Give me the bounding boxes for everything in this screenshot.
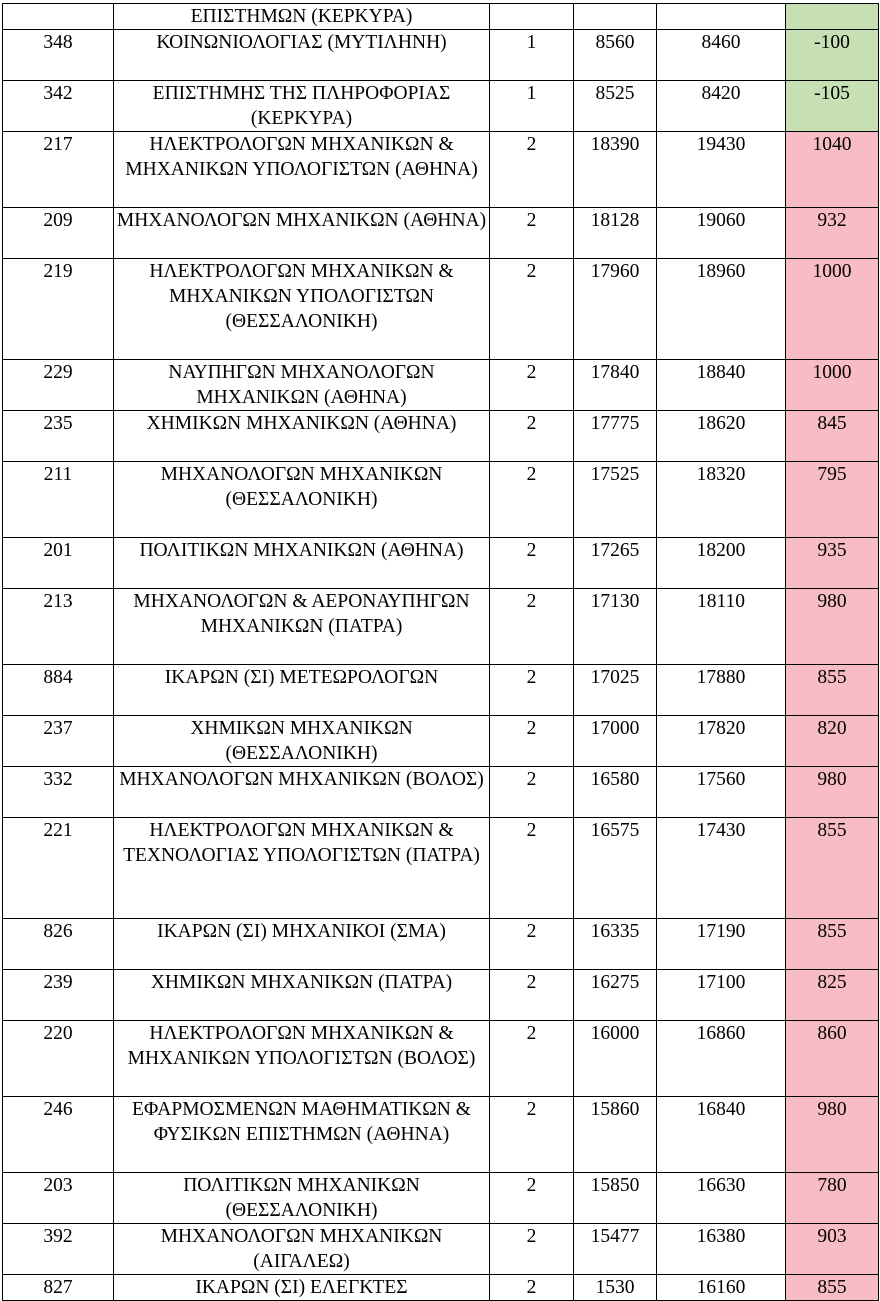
department-name-cell: ΝΑΥΠΗΓΩΝ ΜΗΧΑΝΟΛΟΓΩΝ ΜΗΧΑΝΙΚΩΝ (ΑΘΗΝΑ) (114, 360, 490, 411)
table-row (3, 1224, 879, 1275)
program-code-cell: 209 (3, 208, 114, 259)
program-code-cell: 219 (3, 259, 114, 360)
score-cell: 19060 (657, 208, 786, 259)
department-name-cell: ΜΗΧΑΝΟΛΟΓΩΝ ΜΗΧΑΝΙΚΩΝ (ΑΙΓΑΛΕΩ) (114, 1224, 490, 1275)
table-row (3, 970, 879, 1021)
field-cell: 2 (490, 360, 574, 411)
program-code-cell: 239 (3, 970, 114, 1021)
base-score-cell: 15850 (574, 1173, 657, 1224)
department-name-cell: ΕΦΑΡΜΟΣΜΕΝΩΝ ΜΑΘΗΜΑΤΙΚΩΝ & ΦΥΣΙΚΩΝ ΕΠΙΣΤΗΜΩΝ (ΑΘΗΝΑ) (114, 1097, 490, 1173)
field-cell: 2 (490, 665, 574, 716)
field-cell: 2 (490, 818, 574, 919)
score-cell: 8420 (657, 81, 786, 132)
department-name-cell: ΗΛΕΚΤΡΟΛΟΓΩΝ ΜΗΧΑΝΙΚΩΝ & ΜΗΧΑΝΙΚΩΝ ΥΠΟΛΟΓΙΣΤΩΝ (ΘΕΣΣΑΛΟΝΙΚΗ) (114, 259, 490, 360)
field-cell: 2 (490, 1021, 574, 1097)
score-cell: 18200 (657, 538, 786, 589)
field-cell: 2 (490, 589, 574, 665)
department-name-cell: ΠΟΛΙΤΙΚΩΝ ΜΗΧΑΝΙΚΩΝ (ΑΘΗΝΑ) (114, 538, 490, 589)
score-cell: 18320 (657, 462, 786, 538)
score-cell: 8460 (657, 30, 786, 81)
field-cell: 2 (490, 1097, 574, 1173)
program-code-cell: 826 (3, 919, 114, 970)
base-score-cell: 17025 (574, 665, 657, 716)
table-body (3, 4, 879, 1301)
program-code-cell: 246 (3, 1097, 114, 1173)
program-code-cell: 221 (3, 818, 114, 919)
program-code-cell: 348 (3, 30, 114, 81)
difference-cell (786, 4, 879, 30)
table-row (3, 538, 879, 589)
difference-cell: 1000 (786, 259, 879, 360)
program-code-cell (3, 4, 114, 30)
score-cell: 18620 (657, 411, 786, 462)
department-name-cell: ΕΠΙΣΤΗΜΩΝ (ΚΕΡΚΥΡΑ) (114, 4, 490, 30)
table-row (3, 360, 879, 411)
difference-cell: -100 (786, 30, 879, 81)
base-score-cell: 17775 (574, 411, 657, 462)
table-row (3, 208, 879, 259)
program-code-cell: 342 (3, 81, 114, 132)
field-cell: 2 (490, 411, 574, 462)
score-cell: 16160 (657, 1275, 786, 1301)
base-score-cell: 16275 (574, 970, 657, 1021)
base-score-cell: 17265 (574, 538, 657, 589)
program-code-cell: 392 (3, 1224, 114, 1275)
score-cell: 17560 (657, 767, 786, 818)
department-name-cell: ΜΗΧΑΝΟΛΟΓΩΝ ΜΗΧΑΝΙΚΩΝ (ΘΕΣΣΑΛΟΝΙΚΗ) (114, 462, 490, 538)
department-name-cell: ΗΛΕΚΤΡΟΛΟΓΩΝ ΜΗΧΑΝΙΚΩΝ & ΜΗΧΑΝΙΚΩΝ ΥΠΟΛΟΓΙΣΤΩΝ (ΑΘΗΝΑ) (114, 132, 490, 208)
difference-cell: 860 (786, 1021, 879, 1097)
difference-cell: 855 (786, 1275, 879, 1301)
program-code-cell: 884 (3, 665, 114, 716)
score-cell: 18110 (657, 589, 786, 665)
difference-cell: -105 (786, 81, 879, 132)
table-row (3, 81, 879, 132)
table-row (3, 716, 879, 767)
difference-cell: 845 (786, 411, 879, 462)
table-row (3, 4, 879, 30)
difference-cell: 855 (786, 818, 879, 919)
program-code-cell: 203 (3, 1173, 114, 1224)
table-row (3, 665, 879, 716)
department-name-cell: ΙΚΑΡΩΝ (ΣΙ) ΜΕΤΕΩΡΟΛΟΓΩΝ (114, 665, 490, 716)
difference-cell: 903 (786, 1224, 879, 1275)
program-code-cell: 213 (3, 589, 114, 665)
department-name-cell: ΚΟΙΝΩΝΙΟΛΟΓΙΑΣ (ΜΥΤΙΛΗΝΗ) (114, 30, 490, 81)
program-code-cell: 235 (3, 411, 114, 462)
department-name-cell: ΙΚΑΡΩΝ (ΣΙ) ΜΗΧΑΝΙΚΟΙ (ΣΜΑ) (114, 919, 490, 970)
department-name-cell: ΜΗΧΑΝΟΛΟΓΩΝ & ΑΕΡΟΝΑΥΠΗΓΩΝ ΜΗΧΑΝΙΚΩΝ (ΠΑΤΡΑ) (114, 589, 490, 665)
field-cell: 2 (490, 716, 574, 767)
department-name-cell: ΜΗΧΑΝΟΛΟΓΩΝ ΜΗΧΑΝΙΚΩΝ (ΑΘΗΝΑ) (114, 208, 490, 259)
table-row (3, 1021, 879, 1097)
table-row (3, 259, 879, 360)
table-row (3, 132, 879, 208)
program-code-cell: 201 (3, 538, 114, 589)
base-score-cell: 1530 (574, 1275, 657, 1301)
department-name-cell: ΧΗΜΙΚΩΝ ΜΗΧΑΝΙΚΩΝ (ΑΘΗΝΑ) (114, 411, 490, 462)
difference-cell: 932 (786, 208, 879, 259)
field-cell: 2 (490, 259, 574, 360)
base-score-cell: 16580 (574, 767, 657, 818)
score-cell: 17100 (657, 970, 786, 1021)
score-cell: 18840 (657, 360, 786, 411)
base-score-cell: 16000 (574, 1021, 657, 1097)
difference-cell: 780 (786, 1173, 879, 1224)
table-row (3, 462, 879, 538)
department-name-cell: ΗΛΕΚΤΡΟΛΟΓΩΝ ΜΗΧΑΝΙΚΩΝ & ΜΗΧΑΝΙΚΩΝ ΥΠΟΛΟΓΙΣΤΩΝ (ΒΟΛΟΣ) (114, 1021, 490, 1097)
score-cell: 16630 (657, 1173, 786, 1224)
difference-cell: 855 (786, 665, 879, 716)
difference-cell: 935 (786, 538, 879, 589)
score-cell: 17430 (657, 818, 786, 919)
field-cell: 2 (490, 1173, 574, 1224)
base-score-cell: 8560 (574, 30, 657, 81)
base-score-cell: 18390 (574, 132, 657, 208)
base-score-cell: 16575 (574, 818, 657, 919)
field-cell: 2 (490, 208, 574, 259)
base-score-cell: 17525 (574, 462, 657, 538)
program-code-cell: 211 (3, 462, 114, 538)
base-score-cell: 15477 (574, 1224, 657, 1275)
score-cell: 16860 (657, 1021, 786, 1097)
difference-cell: 980 (786, 589, 879, 665)
table-row (3, 589, 879, 665)
base-score-cell: 15860 (574, 1097, 657, 1173)
table-row (3, 767, 879, 818)
table-row (3, 818, 879, 919)
base-score-cell: 18128 (574, 208, 657, 259)
difference-cell: 795 (786, 462, 879, 538)
department-name-cell: ΙΚΑΡΩΝ (ΣΙ) ΕΛΕΓΚΤΕΣ (114, 1275, 490, 1301)
department-name-cell: ΗΛΕΚΤΡΟΛΟΓΩΝ ΜΗΧΑΝΙΚΩΝ & ΤΕΧΝΟΛΟΓΙΑΣ ΥΠΟΛΟΓΙΣΤΩΝ (ΠΑΤΡΑ) (114, 818, 490, 919)
field-cell: 2 (490, 767, 574, 818)
score-cell (657, 4, 786, 30)
score-cell: 16840 (657, 1097, 786, 1173)
table-row (3, 1173, 879, 1224)
base-score-cell: 17000 (574, 716, 657, 767)
difference-cell: 1040 (786, 132, 879, 208)
difference-cell: 980 (786, 1097, 879, 1173)
table-row (3, 411, 879, 462)
field-cell: 2 (490, 132, 574, 208)
department-name-cell: ΜΗΧΑΝΟΛΟΓΩΝ ΜΗΧΑΝΙΚΩΝ (ΒΟΛΟΣ) (114, 767, 490, 818)
difference-cell: 820 (786, 716, 879, 767)
program-code-cell: 229 (3, 360, 114, 411)
program-code-cell: 332 (3, 767, 114, 818)
department-name-cell: ΧΗΜΙΚΩΝ ΜΗΧΑΝΙΚΩΝ (ΠΑΤΡΑ) (114, 970, 490, 1021)
field-cell: 2 (490, 970, 574, 1021)
department-name-cell: ΠΟΛΙΤΙΚΩΝ ΜΗΧΑΝΙΚΩΝ (ΘΕΣΣΑΛΟΝΙΚΗ) (114, 1173, 490, 1224)
base-score-cell: 8525 (574, 81, 657, 132)
field-cell: 2 (490, 919, 574, 970)
base-score-cell (574, 4, 657, 30)
difference-cell: 1000 (786, 360, 879, 411)
base-score-cell: 16335 (574, 919, 657, 970)
difference-cell: 980 (786, 767, 879, 818)
score-cell: 17880 (657, 665, 786, 716)
field-cell: 2 (490, 538, 574, 589)
results-table (2, 3, 879, 1301)
field-cell: 1 (490, 30, 574, 81)
program-code-cell: 237 (3, 716, 114, 767)
base-score-cell: 17960 (574, 259, 657, 360)
table-row (3, 919, 879, 970)
department-name-cell: ΕΠΙΣΤΗΜΗΣ ΤΗΣ ΠΛΗΡΟΦΟΡΙΑΣ (ΚΕΡΚΥΡΑ) (114, 81, 490, 132)
field-cell: 1 (490, 81, 574, 132)
difference-cell: 825 (786, 970, 879, 1021)
department-name-cell: ΧΗΜΙΚΩΝ ΜΗΧΑΝΙΚΩΝ (ΘΕΣΣΑΛΟΝΙΚΗ) (114, 716, 490, 767)
difference-cell: 855 (786, 919, 879, 970)
score-cell: 18960 (657, 259, 786, 360)
program-code-cell: 827 (3, 1275, 114, 1301)
program-code-cell: 220 (3, 1021, 114, 1097)
field-cell: 2 (490, 462, 574, 538)
base-score-cell: 17840 (574, 360, 657, 411)
base-score-cell: 17130 (574, 589, 657, 665)
field-cell (490, 4, 574, 30)
score-cell: 17820 (657, 716, 786, 767)
score-cell: 17190 (657, 919, 786, 970)
program-code-cell: 217 (3, 132, 114, 208)
field-cell: 2 (490, 1275, 574, 1301)
table-row (3, 30, 879, 81)
score-cell: 19430 (657, 132, 786, 208)
table-row (3, 1097, 879, 1173)
field-cell: 2 (490, 1224, 574, 1275)
score-cell: 16380 (657, 1224, 786, 1275)
